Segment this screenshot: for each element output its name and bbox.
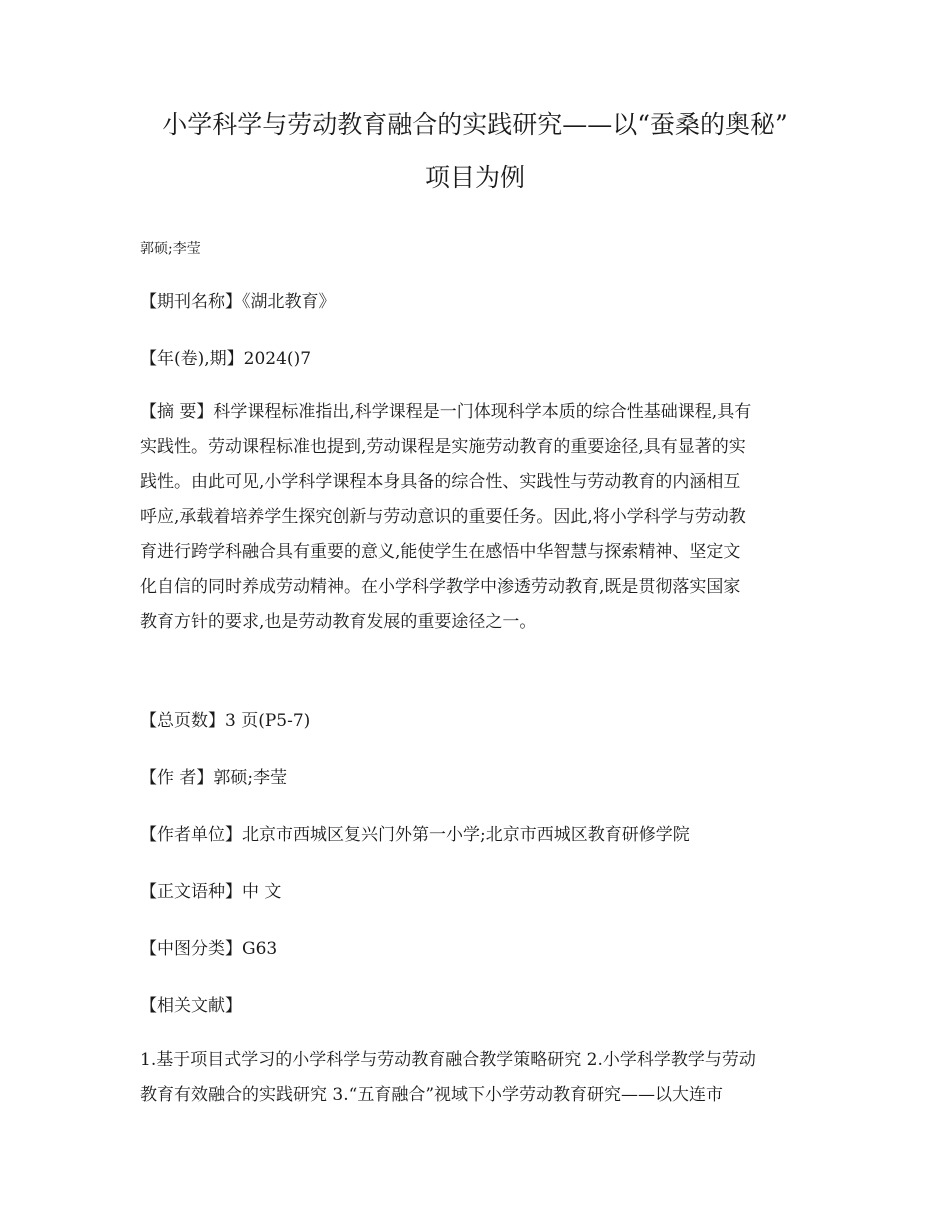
abstract-line: 教育方针的要求,也是劳动教育发展的重要途径之一。 xyxy=(140,612,537,632)
related-literature-list xyxy=(140,1043,812,1113)
page-count-field: 【总页数】3 页(P5-7) xyxy=(140,711,311,731)
document-title-line-2: 项目为例 xyxy=(424,163,525,192)
affiliation-field: 【作者单位】北京市西城区复兴门外第一小学;北京市西城区教育研修学院 xyxy=(140,825,690,845)
abstract-line: 实践性。劳动课程标准也提到,劳动课程是实施劳动教育的重要途径,具有显著的实 xyxy=(140,437,746,457)
related-literature-line: 1.基于项目式学习的小学科学与劳动教育融合教学策略研究 2.小学科学教学与劳动 xyxy=(140,1050,756,1070)
abstract-paragraph xyxy=(140,395,812,640)
author-field: 【作 者】郭硕;李莹 xyxy=(140,768,288,788)
classification-field: 【中图分类】G63 xyxy=(140,939,278,959)
abstract-line: 育进行跨学科融合具有重要的意义,能使学生在感悟中华智慧与探索精神、坚定文 xyxy=(140,542,741,562)
abstract-line: 化自信的同时养成劳动精神。在小学科学教学中渗透劳动教育,既是贯彻落实国家 xyxy=(140,577,741,597)
journal-field: 【期刊名称】《湖北教育》 xyxy=(140,292,336,312)
abstract-line: 践性。由此可见,小学科学课程本身具备的综合性、实践性与劳动教育的内涵相互 xyxy=(140,472,741,492)
related-literature-heading: 【相关文献】 xyxy=(140,996,242,1016)
year-volume-issue-field: 【年(卷),期】2024()7 xyxy=(140,349,312,369)
document-title-line-1: 小学科学与劳动教育融合的实践研究——以“蚕桑的奥秘” xyxy=(162,110,788,139)
abstract-line: 【摘 要】科学课程标准指出,科学课程是一门体现科学本质的综合性基础课程,具有 xyxy=(140,402,752,422)
author-names: 郭硕;李莹 xyxy=(140,241,201,257)
abstract-line: 呼应,承载着培养学生探究创新与劳动意识的重要任务。因此,将小学科学与劳动教 xyxy=(140,507,746,527)
language-field: 【正文语种】中 文 xyxy=(140,882,282,902)
related-literature-line: 教育有效融合的实践研究 3.“五育融合”视域下小学劳动教育研究——以大连市 xyxy=(140,1085,724,1105)
